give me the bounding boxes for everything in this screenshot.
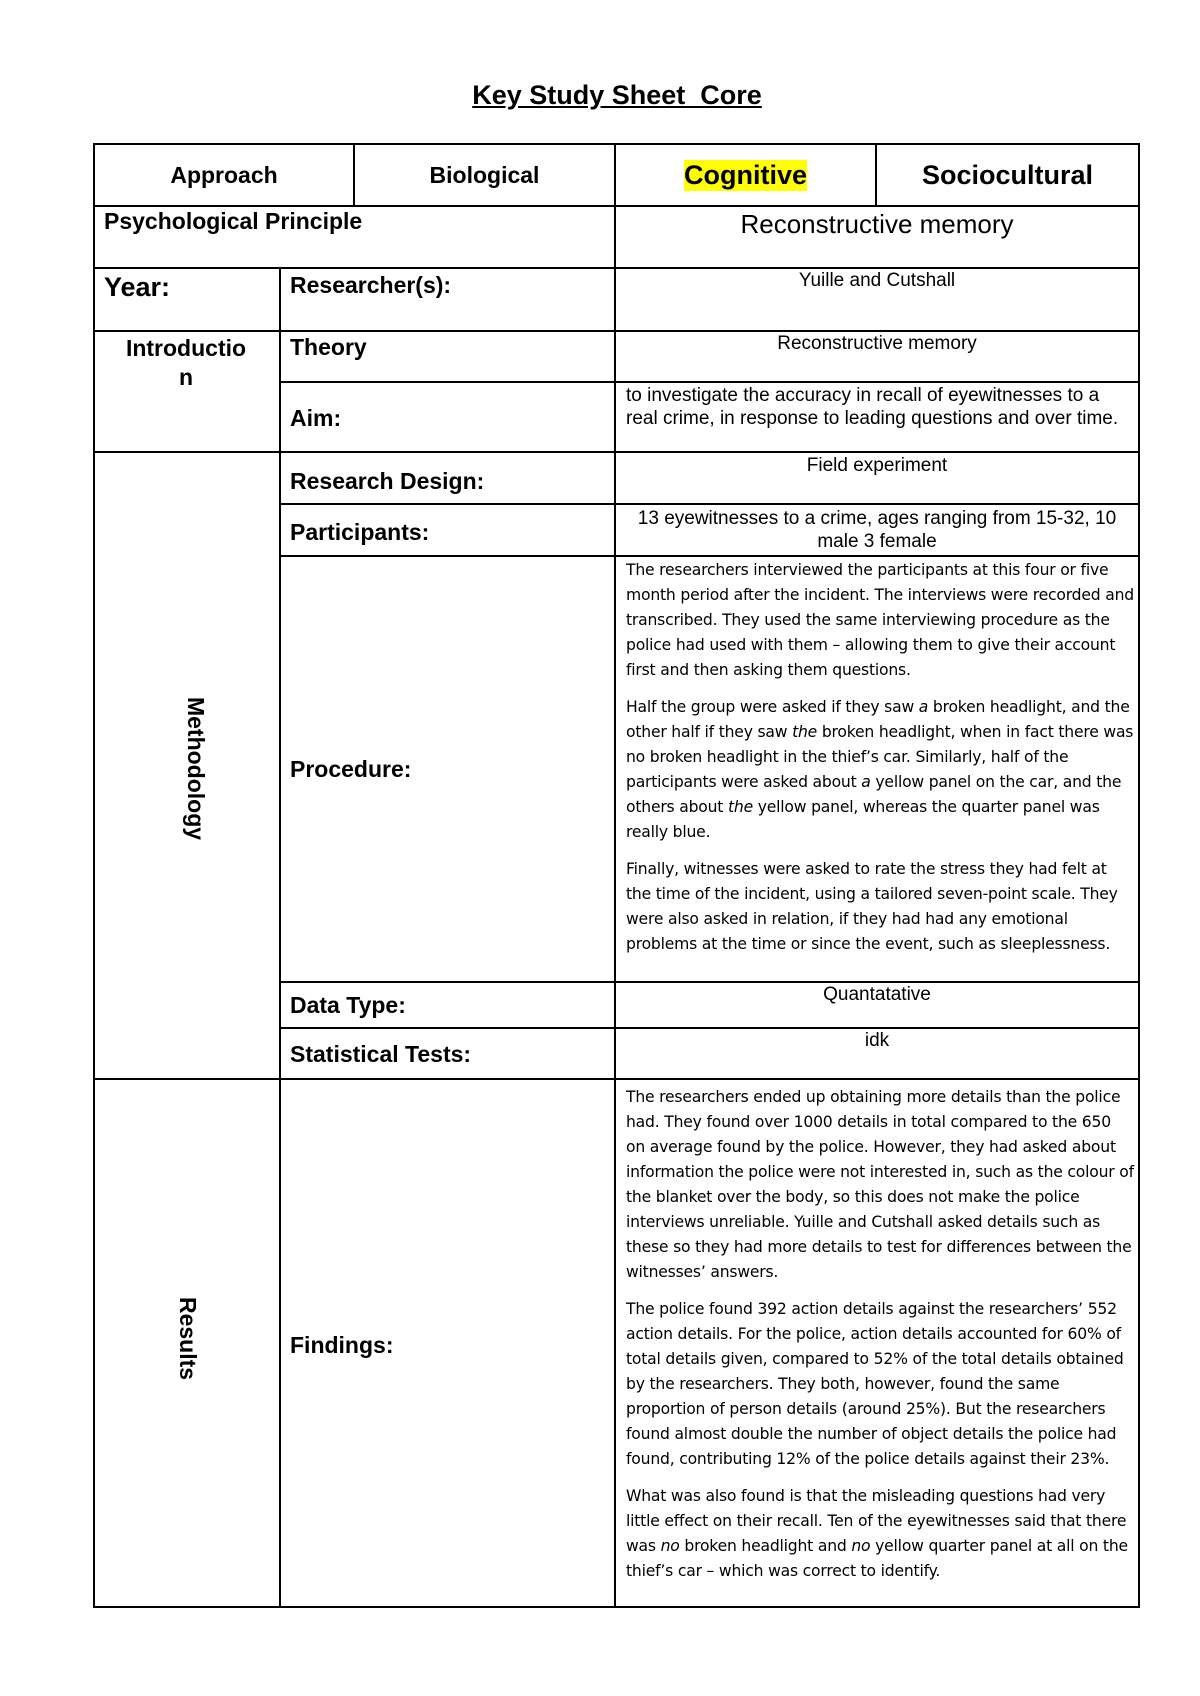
procedure-label: Procedure: <box>290 756 412 782</box>
findings-text <box>626 1085 1134 1596</box>
procedure-paragraph-2: Half the group were asked if they saw a broken headlight, and the other half if they saw the broken headlight, when in fact there was no broken headlight in the thief’s car. Similarly, half of the participants were asked about a yellow panel on the car, and the others about the yellow panel, whereas the quarter panel was really blue. <box>626 698 1134 841</box>
theory-label: Theory <box>290 334 367 360</box>
researcher-label: Researcher(s): <box>290 272 452 298</box>
findings-paragraph-3: What was also found is that the misleading questions had very little effect on their recall. Ten of the eyewitnesses said that there was no broken headlight and no yellow quarter panel at all on the thief’s car – which was correct to identify. <box>626 1487 1128 1580</box>
introduction-label: Introductio n <box>125 335 247 390</box>
aim-value: to investigate the accuracy in recall of eyewitnesses to a real crime, in response to leading questions and over time. <box>626 385 1119 429</box>
participants-label: Participants: <box>290 519 430 545</box>
document-title: Key Study Sheet_Core <box>472 80 762 110</box>
procedure-paragraph-1: The researchers interviewed the participants at this four or five month period after the incident. The interviews were recorded and transcribed. They used the same interviewing procedure as the police had used with them – allowing them to give their account first and then asking them questions. <box>626 561 1134 679</box>
procedure-paragraph-3: Finally, witnesses were asked to rate the stress they had felt at the time of the incident, using a tailored seven-point scale. They were also asked in relation, if they had had any emotional problems at the time or since the event, such as sleeplessness. <box>626 860 1118 953</box>
principle-value: Reconstructive memory <box>740 209 1014 239</box>
findings-paragraph-1: The researchers ended up obtaining more details than the police had. They found over 1000 details in total compared to the 650 on average found by the police. However, they had asked about information the police were not interested in, such as the colour of the blanket over the body, so this does not make the police interviews unreliable. Yuille and Cutshall asked details such as these so they had more details to test for differences between the witnesses’ answers. <box>626 1088 1134 1281</box>
option-sociocultural: Sociocultural <box>921 159 1094 190</box>
findings-paragraph-2: The police found 392 action details against the researchers’ 552 action details. For the police, action details accounted for 60% of total details given, compared to 52% of the total details obtained by the researchers. They both, however, found the same proportion of person details (around 25%). But the researchers found almost double the number of object details the police had found, contributing 12% of the police details against their 23%. <box>626 1300 1124 1468</box>
researcher-value: Yuille and Cutshall <box>798 270 956 291</box>
data-type-value: Quantatative <box>823 984 931 1005</box>
principle-label: Psychological Principle <box>104 208 363 234</box>
year-label: Year: <box>104 272 171 302</box>
research-design-label: Research Design: <box>290 468 485 494</box>
option-biological: Biological <box>429 161 540 188</box>
research-design-value: Field experiment <box>806 455 948 476</box>
option-cognitive-cell <box>616 145 875 205</box>
results-label: Results <box>175 1296 202 1381</box>
procedure-text <box>626 558 1134 969</box>
methodology-label: Methodology <box>183 696 210 841</box>
approach-label: Approach <box>170 161 278 188</box>
findings-label: Findings: <box>290 1332 394 1358</box>
statistical-tests-value: idk <box>864 1030 890 1051</box>
participants-value: 13 eyewitnesses to a crime, ages ranging from 15-32, 10 male 3 female <box>637 508 1117 552</box>
theory-value: Reconstructive memory <box>777 333 977 354</box>
statistical-tests-label: Statistical Tests: <box>290 1041 472 1067</box>
data-type-label: Data Type: <box>290 992 406 1018</box>
aim-label: Aim: <box>290 405 342 431</box>
option-cognitive: Cognitive <box>683 159 807 190</box>
